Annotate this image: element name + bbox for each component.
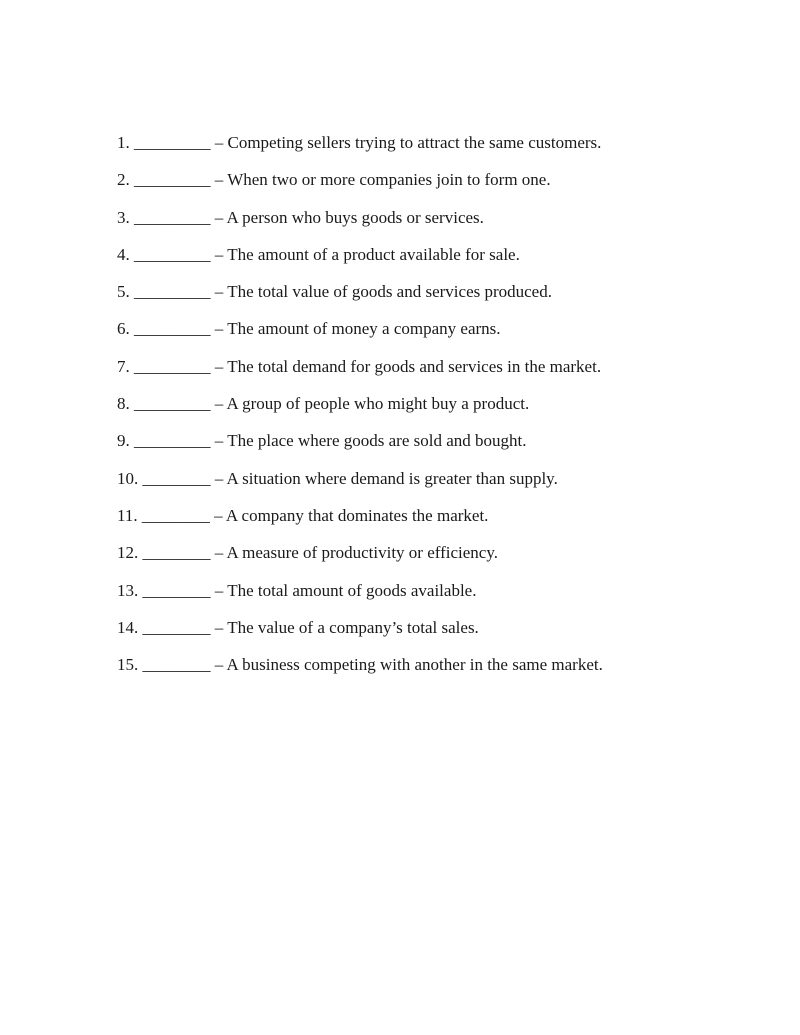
item-number: 10. xyxy=(117,468,139,488)
item-definition: – The total value of goods and services produced. xyxy=(214,282,552,302)
list-item xyxy=(117,167,603,204)
answer-blank: _________ xyxy=(134,170,211,190)
list-item xyxy=(117,466,603,503)
list-item xyxy=(117,279,603,316)
list-item xyxy=(117,578,603,615)
list-item xyxy=(117,242,603,279)
answer-blank: _________ xyxy=(134,394,211,414)
item-definition: – When two or more companies join to form one. xyxy=(214,170,551,190)
list-item xyxy=(117,316,603,353)
item-definition: – The amount of money a company earns. xyxy=(214,319,501,339)
list-item xyxy=(117,540,603,577)
item-definition: – A measure of productivity or efficiency. xyxy=(214,543,498,563)
item-definition: – Competing sellers trying to attract the same customers. xyxy=(214,133,602,152)
item-definition: – The value of a company’s total sales. xyxy=(214,617,479,637)
item-definition: – The amount of a product available for sale. xyxy=(214,244,520,264)
answer-blank: _________ xyxy=(134,319,211,339)
item-definition: – A company that dominates the market. xyxy=(214,505,489,525)
item-number: 11. xyxy=(117,505,138,525)
item-definition: – A person who buys goods or services. xyxy=(214,207,484,227)
item-number: 2. xyxy=(117,170,130,190)
item-number: 7. xyxy=(117,356,130,376)
item-definition: – The total amount of goods available. xyxy=(214,580,477,600)
list-item xyxy=(117,503,603,540)
item-definition: – A situation where demand is greater than supply. xyxy=(214,468,558,488)
definition-list xyxy=(117,130,603,689)
list-item xyxy=(117,130,603,167)
item-number: 3. xyxy=(117,207,130,227)
list-item xyxy=(117,652,603,689)
list-item xyxy=(117,391,603,428)
item-number: 8. xyxy=(117,394,130,414)
answer-blank: _________ xyxy=(134,356,211,376)
item-number: 14. xyxy=(117,617,139,637)
answer-blank: _________ xyxy=(134,282,211,302)
item-number: 1. xyxy=(117,133,130,152)
item-number: 12. xyxy=(117,543,139,563)
item-definition: – A group of people who might buy a product. xyxy=(214,394,530,414)
item-number: 15. xyxy=(117,655,139,675)
answer-blank: ________ xyxy=(142,543,211,563)
list-item xyxy=(117,354,603,391)
answer-blank: ________ xyxy=(142,580,211,600)
list-item xyxy=(117,615,603,652)
answer-blank: _________ xyxy=(134,133,211,152)
item-number: 4. xyxy=(117,244,130,264)
list-item xyxy=(117,428,603,465)
item-number: 5. xyxy=(117,282,130,302)
item-number: 13. xyxy=(117,580,139,600)
item-definition: – The place where goods are sold and bought. xyxy=(214,431,527,451)
answer-blank: ________ xyxy=(142,468,211,488)
answer-blank: ________ xyxy=(142,617,211,637)
answer-blank: _________ xyxy=(134,207,211,227)
item-definition: – A business competing with another in the same market. xyxy=(214,655,603,675)
item-number: 9. xyxy=(117,431,130,451)
list-item xyxy=(117,205,603,242)
item-definition: – The total demand for goods and services in the market. xyxy=(214,356,602,376)
answer-blank: ________ xyxy=(142,655,211,675)
answer-blank: _________ xyxy=(134,431,211,451)
answer-blank: ________ xyxy=(141,505,210,525)
answer-blank: _________ xyxy=(134,244,211,264)
item-number: 6. xyxy=(117,319,130,339)
